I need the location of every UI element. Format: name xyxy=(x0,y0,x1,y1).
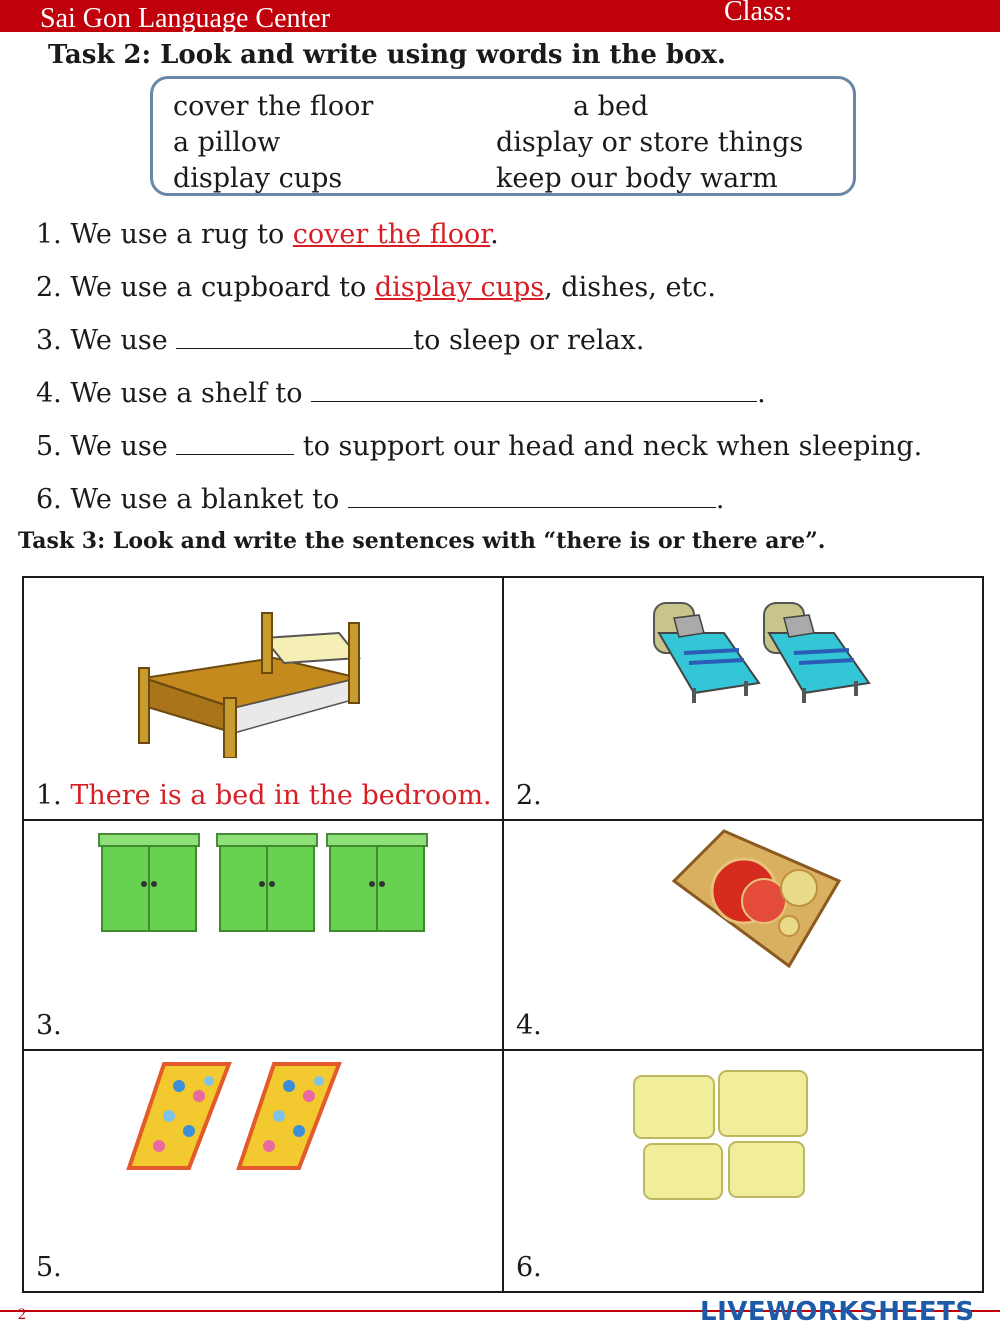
cell-4-number: 4. xyxy=(516,1010,542,1041)
word-cover-the-floor: cover the floor xyxy=(173,91,374,122)
question-6 xyxy=(36,484,724,515)
question-3-suffix: to sleep or relax. xyxy=(413,325,645,356)
question-3-prefix: 3. We use xyxy=(36,325,177,356)
word-display-cups: display cups xyxy=(173,163,343,194)
question-4-suffix: . xyxy=(757,378,766,409)
question-2-answer[interactable]: display cups xyxy=(374,272,545,303)
liveworksheets-logo[interactable]: LIVEWORKSHEETS xyxy=(700,1297,975,1327)
word-keep-our-body-warm: keep our body warm xyxy=(496,163,778,194)
question-4 xyxy=(36,378,766,409)
question-1-answer[interactable]: cover the floor xyxy=(292,219,491,250)
cell-5-number: 5. xyxy=(36,1252,62,1283)
cell-2-label xyxy=(516,780,542,811)
three-cupboards-icon xyxy=(94,829,434,939)
header-bar xyxy=(0,0,1000,32)
question-1-suffix: . xyxy=(490,219,499,250)
cell-2-number: 2. xyxy=(516,780,542,811)
question-2-prefix: 2. We use a cupboard to xyxy=(36,272,375,303)
page-number: 2 xyxy=(18,1306,26,1323)
task3-title: Task 3: Look and write the sentences with “there is or there are”. xyxy=(18,528,826,554)
class-label: Class: xyxy=(724,0,793,27)
cell-1-answer[interactable]: There is a bed in the bedroom. xyxy=(70,780,492,811)
question-5-suffix: to support our head and neck when sleeping. xyxy=(294,431,923,462)
two-beds-icon xyxy=(644,593,884,723)
cell-4-label xyxy=(516,1010,542,1041)
grid-cell-3 xyxy=(23,820,503,1050)
question-4-answer-blank[interactable] xyxy=(311,379,757,402)
cell-1-label xyxy=(36,780,492,811)
rug-icon xyxy=(669,826,844,971)
cell-3-number: 3. xyxy=(36,1010,62,1041)
grid-cell-5 xyxy=(23,1050,503,1292)
question-2 xyxy=(36,272,716,303)
two-rugs-icon xyxy=(124,1056,344,1181)
cell-3-label xyxy=(36,1010,62,1041)
question-6-suffix: . xyxy=(715,484,725,515)
word-display-or-store-things: display or store things xyxy=(496,127,804,158)
question-3 xyxy=(36,325,644,356)
word-box xyxy=(150,76,856,196)
grid-cell-4 xyxy=(503,820,983,1050)
cell-6-label xyxy=(516,1252,542,1283)
grid-cell-1 xyxy=(23,577,503,820)
question-1 xyxy=(36,219,499,250)
word-a-bed: a bed xyxy=(573,91,649,122)
question-3-answer-blank[interactable] xyxy=(176,326,413,349)
question-2-suffix: , dishes, etc. xyxy=(544,272,716,303)
question-6-prefix: 6. We use a blanket to xyxy=(36,484,348,515)
word-a-pillow: a pillow xyxy=(173,127,281,158)
task2-title: Task 2: Look and write using words in the box. xyxy=(48,40,726,70)
question-5-answer-blank[interactable] xyxy=(176,432,294,455)
cell-6-number: 6. xyxy=(516,1252,542,1283)
question-6-answer-blank[interactable] xyxy=(348,485,716,508)
school-name: Sai Gon Language Center xyxy=(40,3,331,34)
question-5 xyxy=(36,431,922,462)
question-4-prefix: 4. We use a shelf to xyxy=(36,378,312,409)
question-1-prefix: 1. We use a rug to xyxy=(36,219,293,250)
bed-icon xyxy=(124,598,384,758)
question-5-prefix: 5. We use xyxy=(36,431,177,462)
cell-5-label xyxy=(36,1252,62,1283)
cell-1-number: 1. xyxy=(36,780,62,811)
grid-cell-2 xyxy=(503,577,983,820)
picture-grid xyxy=(22,576,984,1293)
four-pillows-icon xyxy=(629,1066,814,1206)
grid-cell-6 xyxy=(503,1050,983,1292)
